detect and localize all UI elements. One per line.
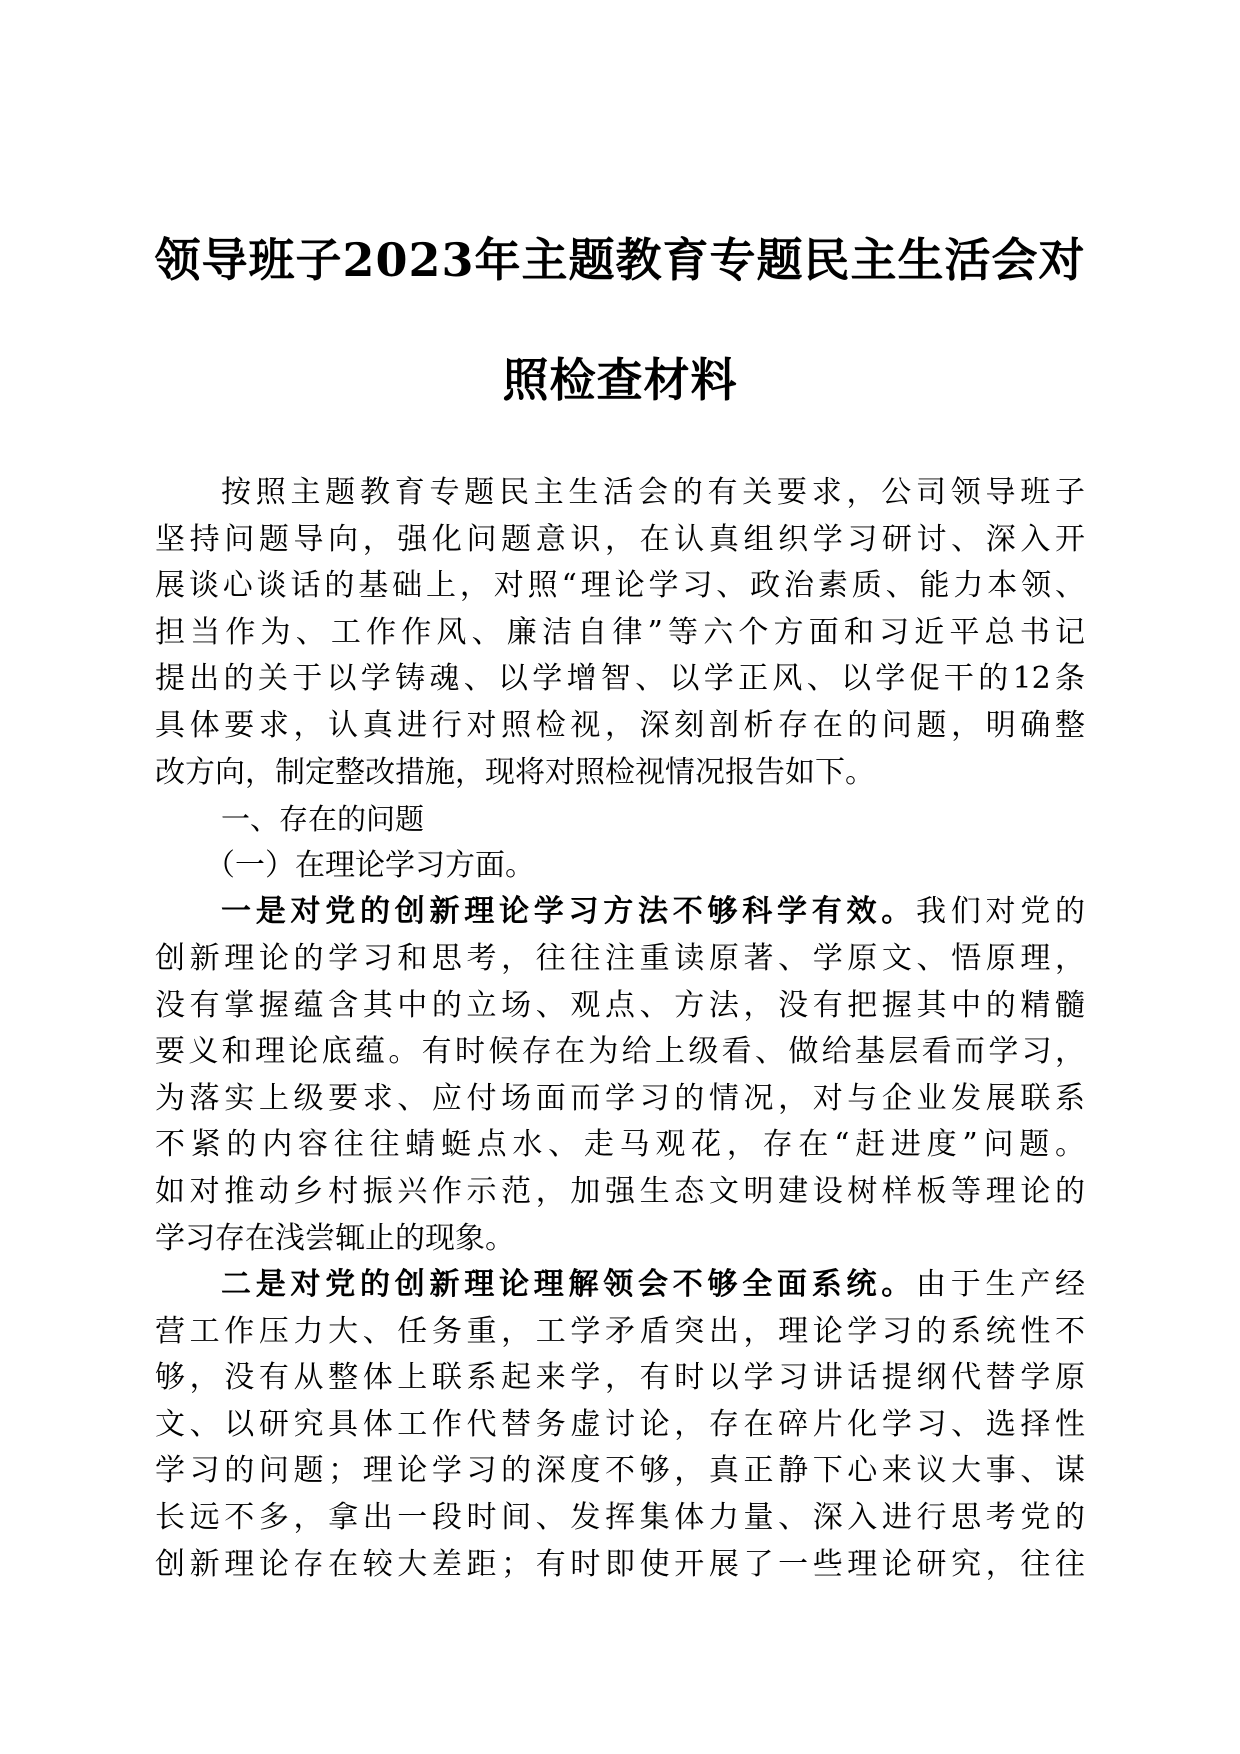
- point2-bold-lead: 二是对党的创新理论理解领会不够全面系统。: [221, 1267, 916, 1303]
- point1-first-line-rest: 我们对党的: [916, 894, 1085, 930]
- subsection-heading: （一）在理论学习方面。: [205, 847, 535, 883]
- point2-line: 学习的问题；理论学习的深度不够，真正静下心来议大事、谋: [155, 1453, 1085, 1489]
- section-heading: 一、存在的问题: [221, 802, 425, 837]
- point2-first-line: [155, 1262, 1085, 1309]
- point2-line: 文、以研究具体工作代替务虚讨论，存在碎片化学习、选择性: [155, 1406, 1085, 1442]
- point1-line: 创新理论的学习和思考，往往注重读原著、学原文、悟原理，: [155, 940, 1085, 976]
- point1-first-line: [155, 889, 1085, 936]
- point1-line: 不紧的内容往往蜻蜓点水、走马观花，存在“赶进度”问题。: [155, 1127, 1085, 1163]
- document-title-line-1: 领导班子2023年主题教育专题民主生活会对: [154, 233, 1086, 287]
- point2-first-line-rest: 由于生产经: [916, 1267, 1085, 1303]
- intro-line: 坚持问题导向，强化问题意识，在认真组织学习研讨、深入开: [155, 521, 1085, 557]
- point1-line: 如对推动乡村振兴作示范，加强生态文明建设树样板等理论的: [155, 1173, 1085, 1209]
- intro-line: 具体要求，认真进行对照检视，深刻剖析存在的问题，明确整: [155, 707, 1085, 743]
- document-body: [155, 470, 1085, 1588]
- point2-line: 够，没有从整体上联系起来学，有时以学习讲话提纲代替学原: [155, 1360, 1085, 1396]
- point1-bold-lead: 一是对党的创新理论学习方法不够科学有效。: [221, 894, 916, 930]
- point1-line: 要义和理论底蕴。有时候存在为给上级看、做给基层看而学习，: [155, 1034, 1085, 1070]
- intro-line: 改方向，制定整改措施，现将对照检视情况报告如下。: [155, 754, 875, 790]
- point1-line: 没有掌握蕴含其中的立场、观点、方法，没有把握其中的精髓: [155, 987, 1085, 1023]
- point1-line: 学习存在浅尝辄止的现象。: [155, 1220, 515, 1256]
- intro-line: 提出的关于以学铸魂、以学增智、以学正风、以学促干的12条: [155, 661, 1085, 697]
- point2-line: 长远不多，拿出一段时间、发挥集体力量、深入进行思考党的: [155, 1500, 1085, 1536]
- intro-line: 按照主题教育专题民主生活会的有关要求，公司领导班子: [221, 475, 1085, 510]
- document-title-line-2: 照检查材料: [502, 353, 738, 407]
- intro-line: 担当作为、工作作风、廉洁自律”等六个方面和习近平总书记: [155, 614, 1085, 650]
- point2-line: 创新理论存在较大差距；有时即使开展了一些理论研究，往往: [155, 1546, 1085, 1582]
- intro-line: 展谈心谈话的基础上，对照“理论学习、政治素质、能力本领、: [155, 568, 1085, 604]
- point2-line: 营工作压力大、任务重，工学矛盾突出，理论学习的系统性不: [155, 1313, 1085, 1349]
- point1-line: 为落实上级要求、应付场面而学习的情况，对与企业发展联系: [155, 1080, 1085, 1116]
